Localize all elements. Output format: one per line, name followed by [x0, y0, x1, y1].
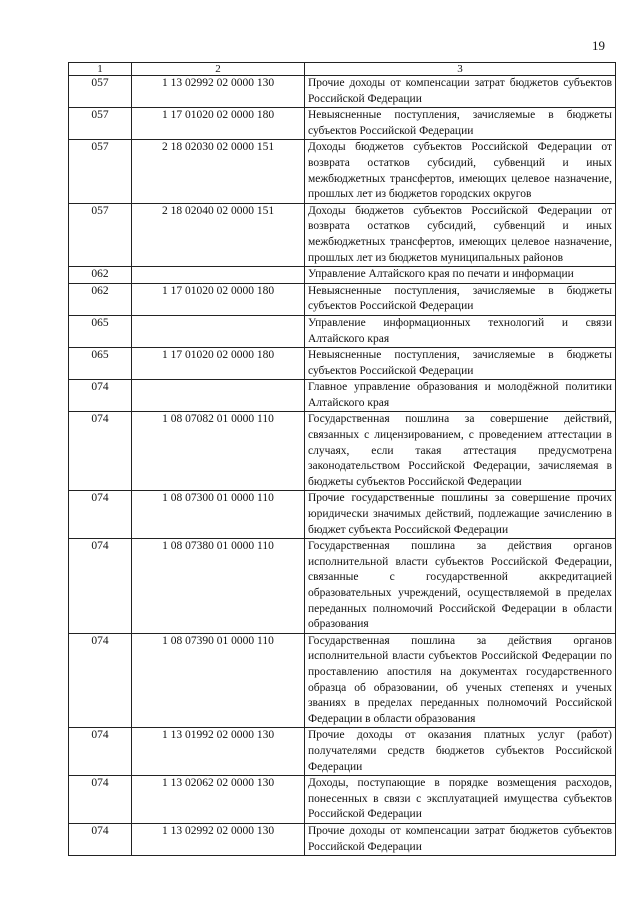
admin-code-cell: 062 — [69, 267, 132, 284]
admin-code-cell: 074 — [69, 380, 132, 412]
table-row — [69, 203, 616, 266]
budget-code-cell: 2 18 02040 02 0000 151 — [132, 203, 305, 266]
table-row — [69, 267, 616, 284]
column-header-code: 2 — [132, 63, 305, 76]
revenue-name-cell: Доходы бюджетов субъектов Российской Федерации от возврата остатков субсидий, субвенций и иных межбюджетных трансфертов, имеющих целевое назначение, прошлых лет из бюджетов городских округов — [305, 140, 616, 203]
admin-code-cell: 074 — [69, 412, 132, 491]
table-row — [69, 728, 616, 776]
table-row — [69, 76, 616, 108]
page-number: 19 — [592, 38, 605, 53]
budget-code-cell — [132, 267, 305, 284]
budget-code-cell: 1 13 02992 02 0000 130 — [132, 823, 305, 855]
budget-code-cell: 1 13 01992 02 0000 130 — [132, 728, 305, 776]
revenue-name-cell: Невыясненные поступления, зачисляемые в бюджеты субъектов Российской Федерации — [305, 348, 616, 380]
admin-code-cell: 074 — [69, 823, 132, 855]
budget-code-cell: 1 08 07300 01 0000 110 — [132, 491, 305, 539]
revenue-name-cell: Прочие доходы от компенсации затрат бюджетов субъектов Российской Федерации — [305, 76, 616, 108]
revenue-name-cell: Прочие доходы от компенсации затрат бюджетов субъектов Российской Федерации — [305, 823, 616, 855]
revenue-name-cell: Прочие государственные пошлины за совершение прочих юридически значимых действий, подлежащие зачислению в бюджет субъекта Российской Федерации — [305, 491, 616, 539]
revenue-name-cell: Доходы, поступающие в порядке возмещения расходов, понесенных в связи с эксплуатацией имущества субъектов Российской Федерации — [305, 776, 616, 824]
budget-code-cell: 1 17 01020 02 0000 180 — [132, 108, 305, 140]
table-row — [69, 491, 616, 539]
table-row — [69, 633, 616, 728]
revenue-name-cell: Невыясненные поступления, зачисляемые в бюджеты субъектов Российской Федерации — [305, 283, 616, 315]
table-row — [69, 823, 616, 855]
revenue-name-cell: Прочие доходы от оказания платных услуг (работ) получателями средств бюджетов субъектов Российской Федерации — [305, 728, 616, 776]
table-row — [69, 776, 616, 824]
table-row — [69, 380, 616, 412]
revenue-name-cell: Доходы бюджетов субъектов Российской Федерации от возврата остатков субсидий, субвенций и иных межбюджетных трансфертов, имеющих целевое назначение, прошлых лет из бюджетов муниципальных районов — [305, 203, 616, 266]
table-row — [69, 348, 616, 380]
budget-code-cell: 1 17 01020 02 0000 180 — [132, 348, 305, 380]
revenue-name-cell: Государственная пошлина за совершение действий, связанных с лицензированием, с проведением аттестации в случаях, если такая аттестация предусмотрена законодательством Российской Федерации, зачисляемая в бюджеты субъектов Российской Федерации — [305, 412, 616, 491]
budget-code-cell: 1 08 07082 01 0000 110 — [132, 412, 305, 491]
table-row — [69, 108, 616, 140]
admin-code-cell: 065 — [69, 348, 132, 380]
revenue-name-cell: Государственная пошлина за действия органов исполнительной власти субъектов Российской Федерации, связанные с государственной аккредитацией образовательных учреждений, осуществляемой в пределах переданных полномочий Российской Федерации в области образования — [305, 539, 616, 634]
budget-code-cell: 2 18 02030 02 0000 151 — [132, 140, 305, 203]
budget-code-cell: 1 13 02992 02 0000 130 — [132, 76, 305, 108]
table-row — [69, 412, 616, 491]
table-row — [69, 539, 616, 634]
admin-code-cell: 074 — [69, 728, 132, 776]
admin-code-cell: 074 — [69, 633, 132, 728]
table-row — [69, 315, 616, 347]
revenue-name-cell: Государственная пошлина за действия органов исполнительной власти субъектов Российской Федерации по проставлению апостиля на документах государственного образца об образовании, об ученых степенях и ученых званиях в пределах переданных полномочий Российской Федерации в области образования — [305, 633, 616, 728]
column-header-admin: 1 — [69, 63, 132, 76]
table-row — [69, 140, 616, 203]
admin-code-cell: 062 — [69, 283, 132, 315]
budget-code-cell — [132, 315, 305, 347]
table-header-row — [69, 63, 616, 76]
admin-code-cell: 065 — [69, 315, 132, 347]
admin-code-cell: 074 — [69, 539, 132, 634]
budget-code-cell: 1 08 07390 01 0000 110 — [132, 633, 305, 728]
budget-code-cell: 1 13 02062 02 0000 130 — [132, 776, 305, 824]
revenue-name-cell: Невыясненные поступления, зачисляемые в бюджеты субъектов Российской Федерации — [305, 108, 616, 140]
admin-code-cell: 057 — [69, 140, 132, 203]
admin-code-cell: 074 — [69, 491, 132, 539]
budget-code-cell: 1 17 01020 02 0000 180 — [132, 283, 305, 315]
revenue-name-cell: Управление Алтайского края по печати и информации — [305, 267, 616, 284]
budget-code-cell: 1 08 07380 01 0000 110 — [132, 539, 305, 634]
admin-code-cell: 057 — [69, 203, 132, 266]
admin-code-cell: 074 — [69, 776, 132, 824]
revenue-name-cell: Главное управление образования и молодёжной политики Алтайского края — [305, 380, 616, 412]
admin-code-cell: 057 — [69, 76, 132, 108]
revenue-codes-table — [68, 62, 616, 856]
budget-code-cell — [132, 380, 305, 412]
column-header-name: 3 — [305, 63, 616, 76]
table-row — [69, 283, 616, 315]
revenue-name-cell: Управление информационных технологий и связи Алтайского края — [305, 315, 616, 347]
admin-code-cell: 057 — [69, 108, 132, 140]
